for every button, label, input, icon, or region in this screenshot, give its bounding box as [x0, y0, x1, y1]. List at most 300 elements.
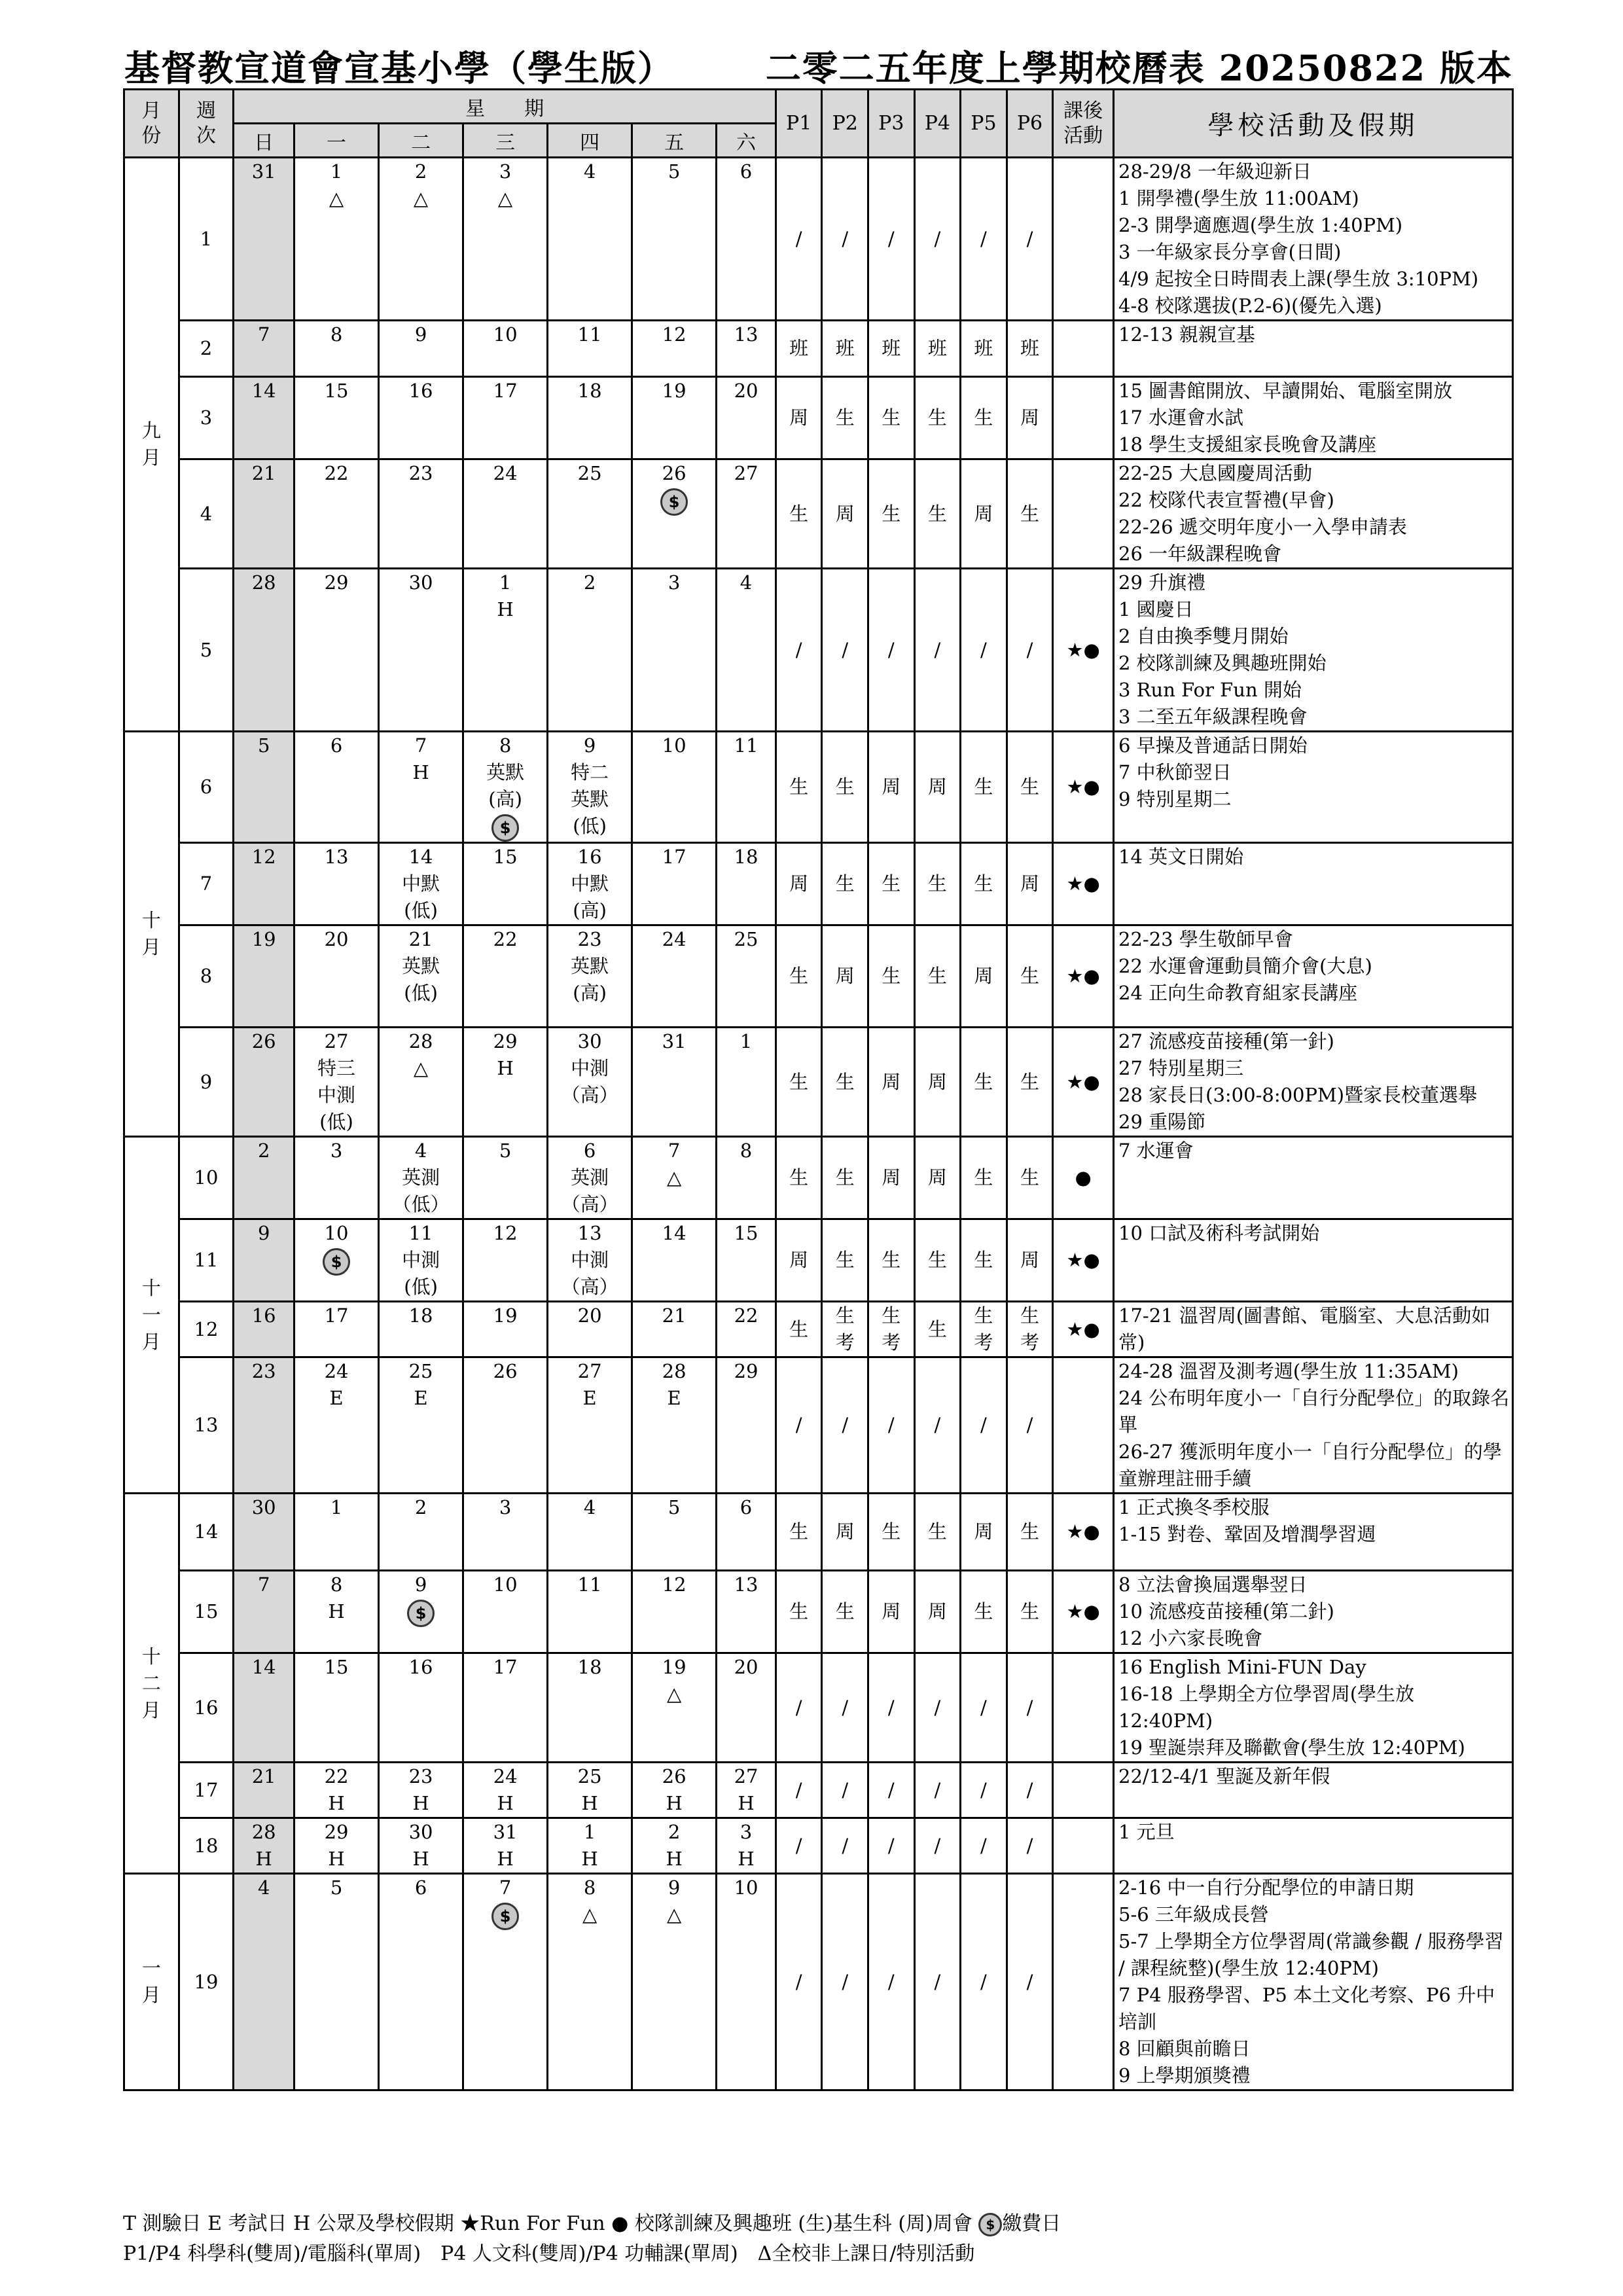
period-p6: / — [1007, 1357, 1053, 1494]
day-note: （高） — [561, 1276, 618, 1298]
day-number: 13 — [324, 846, 349, 868]
after-school-marker: ★● — [1053, 925, 1114, 1028]
activity-item: 10 口試及術科考試開始 — [1118, 1222, 1320, 1244]
period-p3: 生 — [868, 377, 915, 459]
day-number: 24 — [493, 1765, 518, 1787]
table-row — [124, 377, 1513, 459]
day-cell-fri — [632, 843, 717, 925]
day-number: 24 — [324, 1360, 349, 1382]
table-row — [124, 569, 1513, 732]
day-number: 1 — [330, 160, 343, 183]
period-header-p6: P6 — [1007, 90, 1053, 158]
day-note: △ — [413, 1057, 429, 1079]
table-header — [124, 90, 1513, 158]
activities-cell — [1114, 321, 1513, 377]
day-number: 9 — [257, 1222, 270, 1244]
day-cell-mon — [294, 1874, 379, 2090]
period-p3: / — [868, 1763, 915, 1818]
activities-cell — [1114, 377, 1513, 459]
week-number: 12 — [179, 1302, 234, 1357]
day-cell-thu — [548, 925, 632, 1028]
day-cell-sun — [234, 1653, 294, 1763]
day-number: 13 — [734, 1573, 758, 1596]
period-p3: / — [868, 158, 915, 321]
period-p4: 生 — [914, 377, 961, 459]
day-cell-fri — [632, 569, 717, 732]
period-p4: / — [914, 158, 961, 321]
day-note: 特二 — [571, 761, 609, 783]
day-cell-sun — [234, 377, 294, 459]
activities-cell — [1114, 1571, 1513, 1653]
activity-item: 29 升旗禮 — [1118, 571, 1206, 594]
fee-marker — [464, 813, 546, 842]
day-header-wed: 三 — [463, 124, 548, 158]
legend-line-2: P1/P4 科學科(雙周)/電腦科(單周) P4 人文科(雙周)/P4 功輔課(單周) Δ全校非上課日/特別活動 — [123, 2242, 975, 2265]
day-number: 14 — [251, 380, 276, 402]
after-school-marker — [1053, 1653, 1114, 1763]
day-cell-thu — [548, 1571, 632, 1653]
activity-item: 28 家長日(3:00-8:00PM)暨家長校董選舉 — [1118, 1084, 1478, 1106]
day-header-tue: 二 — [379, 124, 463, 158]
day-number: 9 — [414, 323, 427, 346]
period-p5 — [961, 1302, 1007, 1357]
header-text: 份 — [141, 124, 162, 147]
day-number: 17 — [324, 1304, 349, 1327]
day-number: 8 — [330, 1573, 343, 1596]
period-p2: 生 — [822, 732, 868, 843]
day-cell-thu — [548, 1653, 632, 1763]
day-cell-tue — [379, 1818, 463, 1874]
period-p4: 周 — [914, 1571, 961, 1653]
day-cell-tue — [379, 1874, 463, 2090]
day-number: 20 — [734, 1656, 758, 1678]
activities-cell — [1114, 459, 1513, 569]
month-char: 月 — [141, 1330, 161, 1353]
table-row — [124, 1874, 1513, 2090]
day-cell-fri — [632, 1763, 717, 1818]
after-school-marker — [1053, 377, 1114, 459]
day-note: △ — [582, 1903, 597, 1926]
day-number: 18 — [577, 1656, 602, 1678]
day-cell-wed — [463, 1653, 548, 1763]
day-number: 30 — [408, 1821, 433, 1843]
activity-item: 6 早操及普通話日開始 — [1118, 734, 1308, 757]
day-number: 7 — [668, 1139, 681, 1162]
day-number: 19 — [493, 1304, 518, 1327]
after-school-marker: ★● — [1053, 569, 1114, 732]
period-p4: / — [914, 1357, 961, 1494]
period-header-p3: P3 — [868, 90, 915, 158]
day-number: 10 — [493, 323, 518, 346]
period-p4: / — [914, 1874, 961, 2090]
week-number: 7 — [179, 843, 234, 925]
dollar-coin-icon: $ — [491, 1903, 519, 1930]
activity-item: 19 聖誕崇拜及聯歡會(學生放 12:40PM) — [1118, 1736, 1465, 1759]
period-p3: / — [868, 1874, 915, 2090]
day-cell-mon — [294, 459, 379, 569]
day-number: 28 — [251, 571, 276, 594]
period-p2: / — [822, 1357, 868, 1494]
day-cell-thu — [548, 1357, 632, 1494]
school-title: 基督教宣道會宣基小學（學生版） — [124, 47, 674, 89]
day-cell-fri — [632, 1494, 717, 1571]
day-cell-wed — [463, 1302, 548, 1357]
day-cell-wed — [463, 377, 548, 459]
activities-cell — [1114, 1357, 1513, 1494]
day-note: (低) — [319, 1111, 353, 1133]
day-number: 24 — [493, 462, 518, 484]
day-cell-sun — [234, 1874, 294, 2090]
week-number: 9 — [179, 1028, 234, 1137]
month-label — [124, 1137, 179, 1494]
day-number: 12 — [251, 846, 276, 868]
day-note: (高) — [488, 788, 522, 810]
activity-item: 8 立法會換屆選舉翌日 — [1118, 1573, 1308, 1596]
day-number: 16 — [251, 1304, 276, 1327]
after-school-header — [1053, 90, 1114, 158]
dollar-coin-icon: $ — [660, 488, 688, 516]
day-cell-sun — [234, 1818, 294, 1874]
period-p1: 周 — [776, 377, 822, 459]
period-p1: 生 — [776, 1137, 822, 1219]
fee-marker — [633, 487, 715, 516]
day-number: 16 — [408, 1656, 433, 1678]
day-number: 31 — [251, 160, 276, 183]
day-cell-mon — [294, 1137, 379, 1219]
day-cell-tue — [379, 1357, 463, 1494]
day-number: 30 — [408, 571, 433, 594]
activity-item: 22-26 遞交明年度小一入學申請表 — [1118, 516, 1407, 538]
day-cell-sun — [234, 1219, 294, 1302]
activity-item: 24 正向生命教育組家長講座 — [1118, 982, 1358, 1004]
day-note: (低) — [404, 982, 438, 1004]
period-p2: 班 — [822, 321, 868, 377]
activities-cell — [1114, 569, 1513, 732]
table-row — [124, 1763, 1513, 1818]
period-p6: 生 — [1007, 1028, 1053, 1137]
day-cell-tue — [379, 1571, 463, 1653]
period-p6: 生 — [1007, 459, 1053, 569]
period-p4: 生 — [914, 843, 961, 925]
day-cell-sat — [717, 569, 776, 732]
after-school-marker: ● — [1053, 1137, 1114, 1219]
calendar-version-title: 二零二五年度上學期校曆表 20250822 版本 — [765, 47, 1513, 89]
period-p5: 班 — [961, 321, 1007, 377]
day-cell-fri — [632, 1874, 717, 2090]
table-row — [124, 321, 1513, 377]
day-cell-wed — [463, 843, 548, 925]
day-number: 1 — [330, 1496, 343, 1518]
day-number: 4 — [740, 571, 753, 594]
day-number: 23 — [408, 462, 433, 484]
period-p6: 班 — [1007, 321, 1053, 377]
day-number: 7 — [414, 734, 427, 757]
activity-item: 2 自由換季雙月開始 — [1118, 625, 1289, 647]
day-header-mon: 一 — [294, 124, 379, 158]
period-p1: 生 — [776, 732, 822, 843]
day-number: 19 — [662, 1656, 687, 1678]
day-number: 12 — [493, 1222, 518, 1244]
month-char: 月 — [141, 936, 161, 958]
period-p6: 周 — [1007, 843, 1053, 925]
day-cell-mon — [294, 569, 379, 732]
day-number: 21 — [251, 1765, 276, 1787]
month-header — [124, 90, 179, 158]
day-number: 29 — [734, 1360, 758, 1382]
period-p2 — [822, 1302, 868, 1357]
activity-item: 22/12-4/1 聖誕及新年假 — [1118, 1765, 1330, 1787]
period-p6 — [1007, 1302, 1053, 1357]
day-cell-wed — [463, 321, 548, 377]
day-cell-sat — [717, 1653, 776, 1763]
day-cell-fri — [632, 1653, 717, 1763]
day-note: E — [667, 1387, 681, 1409]
activity-item: 26 一年級課程晚會 — [1118, 543, 1282, 565]
activities-cell — [1114, 1494, 1513, 1571]
week-number: 1 — [179, 158, 234, 321]
day-number: 28 — [251, 1821, 276, 1843]
day-cell-sat — [717, 377, 776, 459]
period-p6: / — [1007, 1763, 1053, 1818]
day-cell-wed — [463, 1874, 548, 2090]
day-cell-thu — [548, 1763, 632, 1818]
activity-item: 7 P4 服務學習、P5 本土文化考察、P6 升中培訓 — [1118, 1984, 1495, 2033]
activity-item: 5-7 上學期全方位學習周(常識參觀 / 服務學習 / 課程統整)(學生放 12:40PM) — [1118, 1930, 1510, 1979]
day-number: 5 — [668, 160, 681, 183]
activity-item: 1-15 對卷、鞏固及增潤學習週 — [1118, 1523, 1376, 1545]
day-note: △ — [413, 187, 429, 209]
day-number: 20 — [324, 928, 349, 950]
activity-item: 2 校隊訓練及興趣班開始 — [1118, 652, 1327, 674]
activity-item: 26-27 獲派明年度小一「自行分配學位」的學童辦理註冊手續 — [1118, 1441, 1502, 1490]
week-number: 5 — [179, 569, 234, 732]
day-note: H — [666, 1848, 683, 1870]
period-p2: 周 — [822, 1494, 868, 1571]
period-p6: / — [1007, 158, 1053, 321]
fee-marker — [464, 1901, 546, 1930]
activities-cell — [1114, 1763, 1513, 1818]
day-cell-wed — [463, 732, 548, 843]
day-note: △ — [666, 1683, 682, 1705]
day-number: 9 — [414, 1573, 427, 1596]
day-note: H — [412, 1848, 429, 1870]
day-note: （高） — [561, 1193, 618, 1215]
day-number: 15 — [493, 846, 518, 868]
day-number: 22 — [324, 1765, 349, 1787]
day-header-sat: 六 — [717, 124, 776, 158]
day-number: 14 — [251, 1656, 276, 1678]
day-number: 3 — [668, 571, 681, 594]
school-calendar-table — [123, 88, 1514, 2091]
day-cell-wed — [463, 459, 548, 569]
day-cell-sun — [234, 1763, 294, 1818]
day-cell-tue — [379, 843, 463, 925]
period-p5: 生 — [961, 377, 1007, 459]
day-number: 18 — [577, 380, 602, 402]
period-p3: 生 — [868, 843, 915, 925]
dollar-coin-icon: $ — [407, 1600, 435, 1627]
day-number: 30 — [577, 1030, 602, 1052]
activity-item: 16-18 上學期全方位學習周(學生放 12:40PM) — [1118, 1683, 1421, 1732]
day-number: 5 — [668, 1496, 681, 1518]
day-note: (低) — [573, 815, 607, 837]
after-school-marker — [1053, 1818, 1114, 1874]
day-number: 29 — [324, 571, 349, 594]
day-number: 3 — [330, 1139, 343, 1162]
day-note: 英默 — [571, 955, 609, 977]
period-p2: 生 — [822, 1028, 868, 1137]
period-p1: / — [776, 1818, 822, 1874]
day-cell-sat — [717, 1302, 776, 1357]
period-p6: 周 — [1007, 1219, 1053, 1302]
day-cell-wed — [463, 925, 548, 1028]
day-cell-sat — [717, 459, 776, 569]
activity-item: 2-16 中一自行分配學位的申請日期 — [1118, 1876, 1414, 1899]
week-number: 18 — [179, 1818, 234, 1874]
day-note: H — [412, 1792, 429, 1814]
period-p1: 班 — [776, 321, 822, 377]
day-note: H — [328, 1792, 345, 1814]
header-text: 週 — [196, 99, 216, 122]
table-row — [124, 1494, 1513, 1571]
period-p1: 生 — [776, 1028, 822, 1137]
day-cell-sun — [234, 158, 294, 321]
activity-item: 1 正式換冬季校服 — [1118, 1496, 1270, 1518]
day-note: 英默 — [486, 761, 525, 783]
period-p1: / — [776, 1763, 822, 1818]
day-note: H — [738, 1848, 755, 1870]
activities-cell — [1114, 1028, 1513, 1137]
day-cell-mon — [294, 925, 379, 1028]
activity-item: 3 Run For Fun 開始 — [1118, 679, 1302, 701]
day-number: 19 — [251, 928, 276, 950]
day-number: 21 — [251, 462, 276, 484]
day-number: 8 — [330, 323, 343, 346]
day-note: H — [666, 1792, 683, 1814]
day-note: H — [255, 1848, 272, 1870]
period-p2: 生 — [822, 1137, 868, 1219]
day-number: 18 — [408, 1304, 433, 1327]
period-p2: / — [822, 569, 868, 732]
day-cell-wed — [463, 1137, 548, 1219]
day-number: 4 — [257, 1876, 270, 1899]
day-cell-mon — [294, 1302, 379, 1357]
day-cell-mon — [294, 1818, 379, 1874]
period-p1: 周 — [776, 843, 822, 925]
day-number: 22 — [734, 1304, 758, 1327]
day-cell-tue — [379, 459, 463, 569]
day-note: 中測 — [402, 1249, 440, 1271]
period-p4: 生 — [914, 1219, 961, 1302]
activity-item: 1 元旦 — [1118, 1821, 1175, 1843]
activities-cell — [1114, 1219, 1513, 1302]
day-number: 11 — [577, 323, 602, 346]
day-cell-tue — [379, 1763, 463, 1818]
day-note: 中默 — [402, 872, 440, 895]
day-cell-mon — [294, 1028, 379, 1137]
day-cell-mon — [294, 1653, 379, 1763]
day-cell-sun — [234, 321, 294, 377]
month-char: 二 — [141, 1672, 161, 1695]
period-p3: 生 — [868, 1494, 915, 1571]
day-number: 20 — [734, 380, 758, 402]
day-cell-mon — [294, 1571, 379, 1653]
period-p6: / — [1007, 1653, 1053, 1763]
day-cell-fri — [632, 377, 717, 459]
table-row — [124, 459, 1513, 569]
day-cell-sun — [234, 732, 294, 843]
period-p1: 生 — [776, 1571, 822, 1653]
period-p6: / — [1007, 569, 1053, 732]
day-number: 24 — [662, 928, 687, 950]
day-number: 28 — [408, 1030, 433, 1052]
day-number: 22 — [493, 928, 518, 950]
day-cell-fri — [632, 459, 717, 569]
day-note: (低) — [404, 899, 438, 922]
activity-item: 7 水運會 — [1118, 1139, 1194, 1162]
day-number: 27 — [577, 1360, 602, 1382]
day-number: 25 — [577, 1765, 602, 1787]
period-p5: / — [961, 1763, 1007, 1818]
day-cell-wed — [463, 1818, 548, 1874]
period-p3: / — [868, 1653, 915, 1763]
day-cell-thu — [548, 321, 632, 377]
period-p4: 周 — [914, 1028, 961, 1137]
day-header-thu: 四 — [548, 124, 632, 158]
day-number: 10 — [493, 1573, 518, 1596]
period-p2: 周 — [822, 459, 868, 569]
fee-marker — [380, 1598, 462, 1627]
day-cell-sat — [717, 843, 776, 925]
period-p4: / — [914, 1763, 961, 1818]
month-char: 十 — [141, 1645, 161, 1668]
period-p5: 生 — [961, 1137, 1007, 1219]
day-cell-thu — [548, 843, 632, 925]
month-label — [124, 732, 179, 1137]
activity-item: 22 校隊代表宣誓禮(早會) — [1118, 489, 1334, 511]
day-note: H — [738, 1792, 755, 1814]
day-note: （低） — [392, 1193, 450, 1215]
day-number: 12 — [662, 1573, 687, 1596]
period-p5: / — [961, 1653, 1007, 1763]
day-number: 15 — [734, 1222, 758, 1244]
day-number: 6 — [583, 1139, 596, 1162]
day-note: △ — [666, 1166, 682, 1189]
period-p4: 生 — [914, 459, 961, 569]
day-number: 20 — [577, 1304, 602, 1327]
day-cell-tue — [379, 1219, 463, 1302]
day-cell-tue — [379, 321, 463, 377]
period-p4: 生 — [914, 1302, 961, 1357]
day-cell-mon — [294, 1357, 379, 1494]
day-number: 2 — [257, 1139, 270, 1162]
day-note: 中測 — [571, 1057, 609, 1079]
activity-item: 3 一年級家長分享會(日間) — [1118, 241, 1342, 263]
day-cell-tue — [379, 1494, 463, 1571]
day-number: 5 — [499, 1139, 512, 1162]
day-number: 9 — [668, 1876, 681, 1899]
dollar-coin-icon: $ — [323, 1248, 350, 1276]
week-number: 16 — [179, 1653, 234, 1763]
day-cell-mon — [294, 843, 379, 925]
day-cell-thu — [548, 569, 632, 732]
day-cell-fri — [632, 1302, 717, 1357]
day-cell-thu — [548, 1028, 632, 1137]
day-number: 30 — [251, 1496, 276, 1518]
day-cell-tue — [379, 925, 463, 1028]
day-number: 2 — [583, 571, 596, 594]
day-cell-fri — [632, 925, 717, 1028]
